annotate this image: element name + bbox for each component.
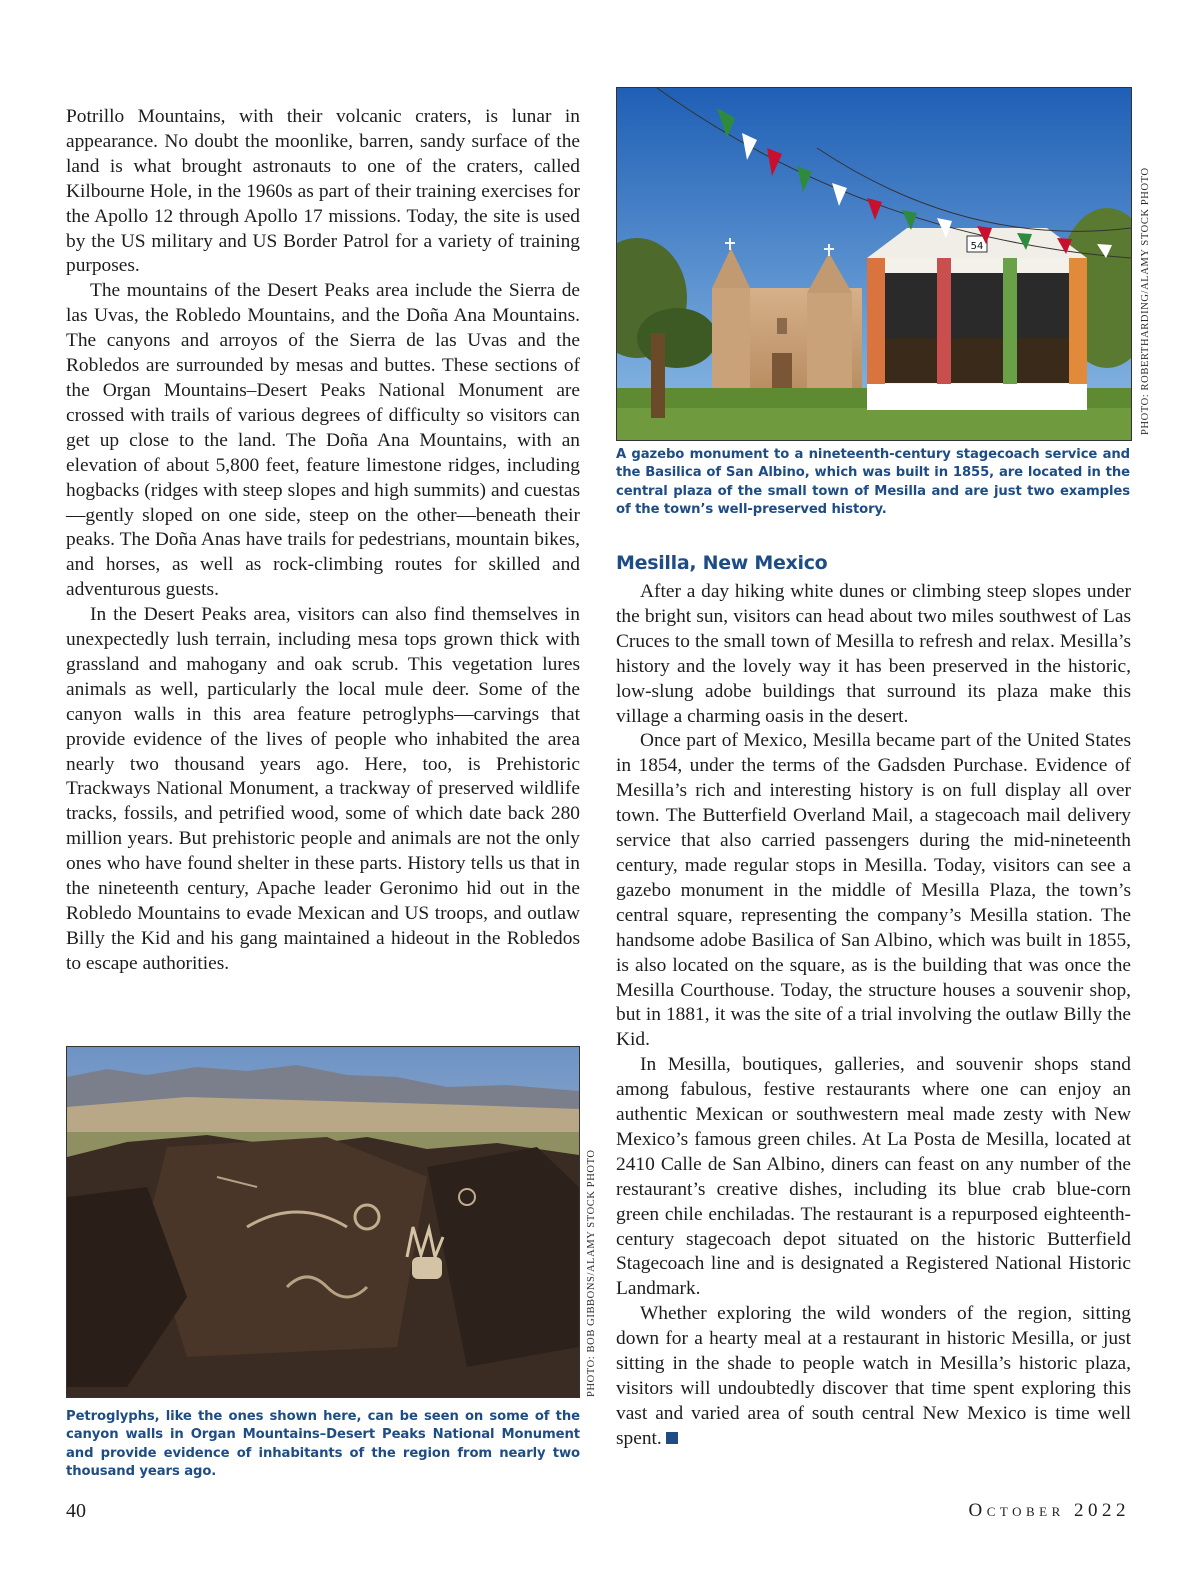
petroglyph-photo-credit: PHOTO: BOB GIBBONS/ALAMY STOCK PHOTO — [586, 1149, 597, 1397]
body-paragraph: The mountains of the Desert Peaks area include the Sierra de las Uvas, the Robledo Mountains, and the Doña Ana Mountains. The canyons and arroyos of the Sierra de las Uvas and the Robledos are surrounded by mesas and buttes. These sections of the Organ Mountains–Desert Peaks National Monument are crossed with trails of various degrees of difficulty so visitors can get up close to the land. The Doña Ana Mountains, with an elevation of about 5,800 feet, feature limestone ridges, including hogbacks (ridges with steep slopes and high summits) and cuestas—gently sloped on one side, steep on the other—beneath their peaks. The Doña Anas have trails for pedestrians, mountain bikes, and horses, as well as rock-climbing routes for skilled and adventurous guests. — [66, 280, 580, 601]
petroglyph-photo — [66, 1046, 580, 1398]
section-heading: Mesilla, New Mexico — [616, 552, 828, 574]
end-mark-icon — [666, 1432, 678, 1444]
body-paragraph: After a day hiking white dunes or climbing steep slopes under the bright sun, visitors can head about two miles southwest of Las Cruces to the small town of Mesilla to refresh and relax. Mesilla’s history and the lovely way it has been preserved in the historic, low-slung adobe buildings that surround its plaza make this village a charming oasis in the desert. — [616, 581, 1131, 727]
left-column-text — [66, 105, 580, 977]
body-paragraph: Potrillo Mountains, with their volcanic craters, is lunar in appearance. No doubt the moonlike, barren, sandy surface of the land is what brought astronauts to one of the craters, called Kilbourne Hole, in the 1960s as part of their training exercises for the Apollo 12 through Apollo 17 missions. Today, the site is used by the US military and US Border Patrol for a variety of training purposes. — [66, 106, 580, 277]
gazebo-photo-credit: PHOTO: ROBERTHARDING/ALAMY STOCK PHOTO — [1140, 167, 1151, 435]
issue-date: October 2022 — [968, 1500, 1130, 1521]
body-paragraph: Once part of Mexico, Mesilla became part of the United States in 1854, under the terms of the Gadsden Purchase. Evidence of Mesilla’s rich and interesting history is on full display all over town. The Butterfield Overland Mail, a stagecoach mail delivery service that also carried passengers during the mid-nineteenth century, made regular stops in Mesilla. Today, visitors can see a gazebo monument in the middle of Mesilla Plaza, the town’s central square, representing the company’s Mesilla station. The handsome adobe Basilica of San Albino, which was built in 1855, is also located on the square, as is the building that was once the Mesilla Courthouse. Today, the structure houses a souvenir shop, but in 1881, it was the site of a trial involving the outlaw Billy the Kid. — [616, 730, 1131, 1051]
petroglyph-photo-caption: Petroglyphs, like the ones shown here, can be seen on some of the canyon walls in Organ Mountains–Desert Peaks National Monument and provide evidence of inhabitants of the region from nearly two thousand years ago. — [66, 1409, 580, 1480]
body-paragraph: In Mesilla, boutiques, galleries, and souvenir shops stand among fabulous, festive restaurants where one can enjoy an authentic Mexican or southwestern meal made zesty with New Mexico’s famous green chiles. At La Posta de Mesilla, located at 2410 Calle de San Albino, diners can feast on any number of the restaurant’s creative dishes, including its blue crab blue-corn green chile enchiladas. The restaurant is a repurposed eighteenth-century stagecoach depot situated on the historic Butterfield Stagecoach line and is designated a Registered National Historic Landmark. — [616, 1054, 1131, 1300]
right-column-text — [616, 580, 1131, 1452]
gazebo-basilica-photo — [616, 87, 1132, 441]
gazebo-sign-number: 54 — [970, 241, 984, 252]
final-paragraph-text: Whether exploring the wild wonders of the region, sitting down for a hearty meal at a restaurant in historic Mesilla, or just sitting in the shade to people watch in Mesilla’s historic plaza, visitors will undoubtedly discover that time spent exploring this vast and varied area of south central New Mexico is time well spent. — [616, 1303, 1131, 1449]
gazebo-photo-caption: A gazebo monument to a nineteenth-century stagecoach service and the Basilica of San Albino, which was built in 1855, are located in the central plaza of the small town of Mesilla and are just two examples of the town’s well-preserved history. — [616, 447, 1130, 518]
page-number: 40 — [66, 1500, 86, 1522]
body-paragraph: In the Desert Peaks area, visitors can also find themselves in unexpectedly lush terrain, including mesa tops grown thick with grassland and mahogany and oak scrub. This vegetation lures animals as well, particularly the local mule deer. Some of the canyon walls in this area feature petroglyphs—carvings that provide evidence of the lives of people who inhabited the area nearly two thousand years ago. Here, too, is Prehistoric Trackways National Monument, a trackway of preserved wildlife tracks, fossils, and petrified wood, some of which date back 280 million years. But prehistoric people and animals are not the only ones who have found shelter in these parts. History tells us that in the nineteenth century, Apache leader Geronimo hid out in the Robledo Mountains to evade Mexican and US troops, and outlaw Billy the Kid and his gang maintained a hideout in the Robledos to escape authorities. — [66, 604, 580, 974]
body-paragraph-final — [616, 1302, 1131, 1451]
